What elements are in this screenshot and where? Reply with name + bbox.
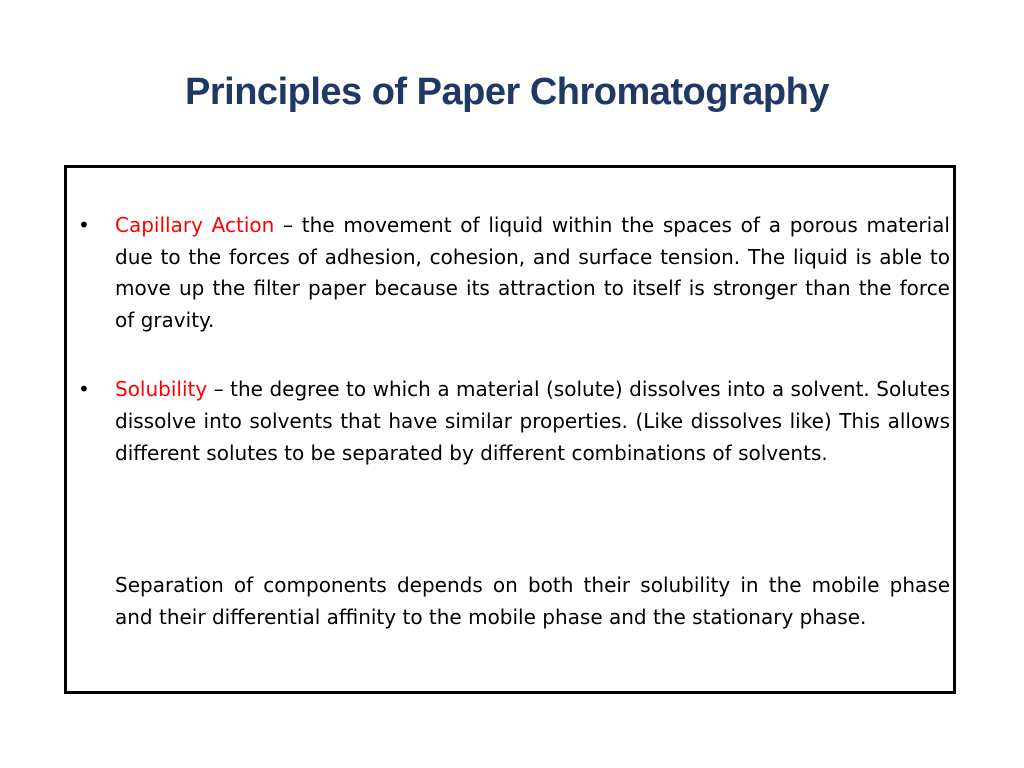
- separation-paragraph: Separation of components depends on both their solubility in the mobile phase and their differential affinity to the mobile phase and the stationary phase.: [115, 573, 950, 629]
- bullet-item-solubility: [78, 374, 950, 469]
- definition-solubility: – the degree to which a material (solute) dissolves into a solvent. Solutes dissolve into solvents that have similar properties. (Like dissolves like) This allows different solutes to be separated by different combinations of solvents.: [115, 377, 950, 465]
- slide-title: Principles of Paper Chromatography: [185, 71, 829, 113]
- content-box: [64, 165, 956, 694]
- bullet-icon: •: [78, 213, 90, 237]
- bullet-item-capillary-action: [78, 210, 950, 336]
- bullet-icon: •: [78, 377, 90, 402]
- term-solubility: Solubility: [115, 377, 208, 402]
- definition-capillary-action: – the movement of liquid within the spaces of a porous material due to the forces of adhesion, cohesion, and surface tension. The liquid is able to move up the filter paper because its attraction to itself is stronger than the force of gravity.: [115, 213, 950, 332]
- term-capillary-action: Capillary Action: [115, 213, 275, 237]
- bullet-list: [78, 210, 950, 469]
